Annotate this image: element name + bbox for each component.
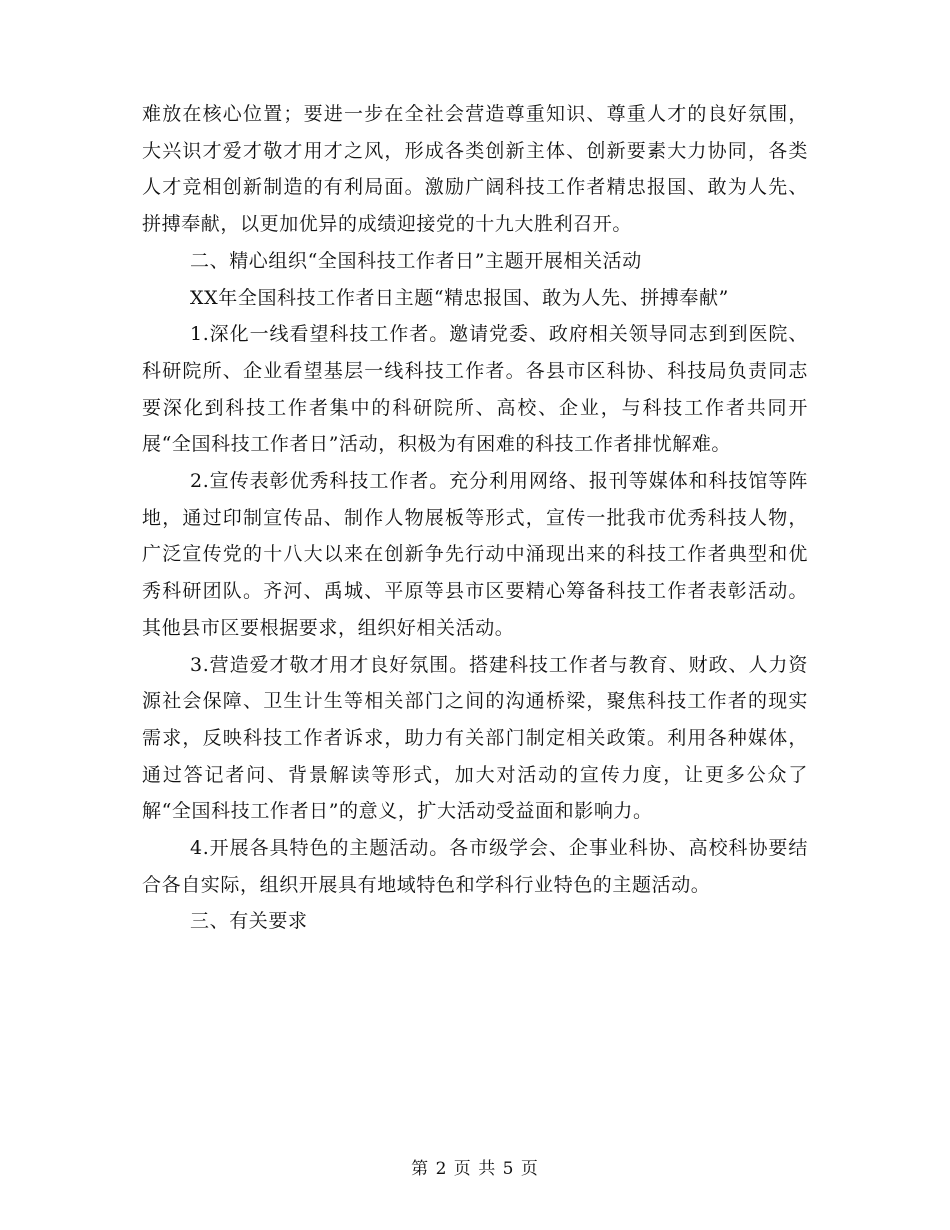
page-number-footer: 第 2 页 共 5 页 (411, 1159, 539, 1179)
paragraph-continuation: 难放在核心位置；要进一步在全社会营造尊重知识、尊重人才的良好氛围，大兴识才爱才敬才用才之风，形成各类创新主体、创新要素大力协同，各类人才竞相创新制造的有利局面。激励广阔科技工作者精忠报国、敢为人先、拼搏奉献，以更加优异的成绩迎接党的十九大胜利召开。 (142, 103, 808, 236)
paragraph-item-2: 2.宣传表彰优秀科技工作者。充分利用网络、报刊等媒体和科技馆等阵地，通过印制宣传品、制作人物展板等形式，宣传一批我市优秀科技人物，广泛宣传党的十八大以来在创新争先行动中涌现出来的科技工作者典型和优秀科研团队。齐河、禹城、平原等县市区要精心筹备科技工作者表彰活动。其他县市区要根据要求，组织好相关活动。 (142, 470, 808, 639)
paragraph-item-4: 4.开展各具特色的主题活动。各市级学会、企事业科协、高校科协要结合各自实际，组织开展具有地域特色和学科行业特色的主题活动。 (142, 837, 808, 896)
document-body (142, 96, 808, 940)
paragraph-item-1: 1.深化一线看望科技工作者。邀请党委、政府相关领导同志到到医院、科研院所、企业看望基层一线科技工作者。各县市区科协、科技局负责同志要深化到科技工作者集中的科研院所、高校、企业，与科技工作者共同开展“全国科技工作者日”活动，积极为有困难的科技工作者排忧解难。 (142, 323, 808, 456)
section-heading-two: 二、精心组织“全国科技工作者日”主题开展相关活动 (190, 249, 642, 272)
paragraph-item-3: 3.营造爱才敬才用才良好氛围。搭建科技工作者与教育、财政、人力资源社会保障、卫生计生等相关部门之间的沟通桥梁，聚焦科技工作者的现实需求，反映科技工作者诉求，助力有关部门制定相关政策。利用各种媒体，通过答记者问、背景解读等形式，加大对活动的宣传力度，让更多公众了解“全国科技工作者日”的意义，扩大活动受益面和影响力。 (142, 653, 808, 823)
theme-line: XX年全国科技工作者日主题“精忠报国、敢为人先、拼搏奉献” (190, 286, 729, 309)
section-heading-three: 三、有关要求 (190, 910, 308, 933)
